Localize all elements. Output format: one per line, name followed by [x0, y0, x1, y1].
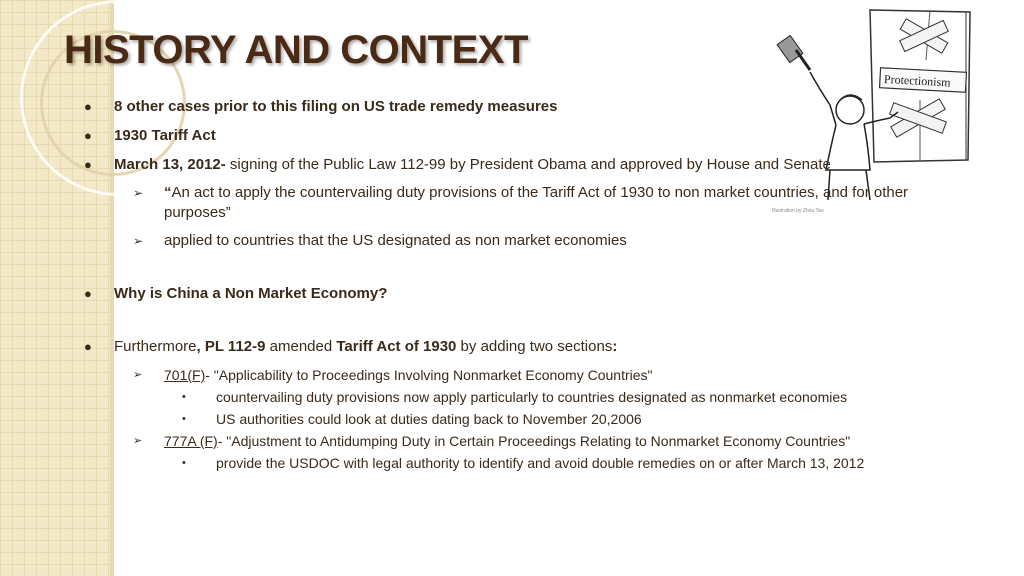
bullet-text-part: Furthermore — [114, 338, 197, 355]
bullet-icon: ● — [84, 286, 92, 301]
small-bullet-icon: • — [182, 413, 186, 425]
cartoon-sign-text: Protectionism — [883, 71, 951, 90]
bullet-icon: ● — [84, 157, 92, 172]
list-item — [78, 125, 978, 147]
sub-bullet-text: An act to apply the countervailing duty provisions of the Tariff Act of 1930 to non market countries, and for other purposes” — [164, 184, 909, 221]
cartoon-credit: Illustration by Zhou Tao — [772, 208, 824, 214]
detail-text: provide the USDOC with legal authority to identify and avoid double remedies on or after March 13, 2012 — [216, 455, 865, 471]
arrow-bullet-icon: ➢ — [133, 435, 143, 447]
quote-mark: “ — [164, 184, 172, 201]
slide-content — [78, 96, 978, 475]
list-item — [78, 283, 978, 305]
sub-sub-list-item — [78, 453, 978, 473]
list-item — [78, 154, 978, 176]
list-item — [78, 96, 978, 118]
bullet-text-part: by adding two sections — [456, 338, 613, 355]
slide-title: HISTORY AND CONTEXT — [64, 28, 528, 72]
sub-sub-list-item — [78, 387, 978, 407]
law-name: , PL 112-9 — [196, 338, 266, 355]
colon: : — [612, 338, 618, 355]
list-item — [78, 336, 978, 358]
arrow-bullet-icon: ➢ — [133, 186, 144, 200]
bullet-text: 8 other cases prior to this filing on US trade remedy measures — [114, 98, 558, 115]
section-title: - "Applicability to Proceedings Involving Nonmarket Economy Countries" — [205, 367, 653, 383]
bullet-text: 1930 Tariff Act — [114, 127, 216, 144]
bullet-icon: ● — [84, 128, 92, 143]
small-bullet-icon: • — [182, 457, 186, 469]
detail-text: US authorities could look at duties dating back to November 20,2006 — [216, 411, 642, 427]
sub-list-item — [78, 231, 978, 251]
bullet-text: Why is China a Non Market Economy? — [114, 285, 388, 302]
arrow-bullet-icon: ➢ — [133, 234, 144, 248]
act-name: Tariff Act of 1930 — [336, 338, 457, 355]
section-code-link[interactable]: 777A (F) — [164, 433, 218, 449]
section-code-link[interactable]: 701(F) — [164, 367, 206, 383]
sub-bullet-text: applied to countries that the US designated as non market economies — [164, 232, 627, 249]
sub-sub-list-item — [78, 409, 978, 429]
bullet-icon: ● — [84, 339, 92, 354]
sub-list-item — [78, 365, 978, 385]
sub-list-item — [78, 431, 978, 451]
bullet-text-part: amended — [265, 338, 337, 355]
detail-text: countervailing duty provisions now apply particularly to countries designated as nonmarket economies — [216, 389, 848, 405]
bullet-icon: ● — [84, 99, 92, 114]
arrow-bullet-icon: ➢ — [133, 369, 143, 381]
small-bullet-icon: • — [182, 391, 186, 403]
bullet-text: signing of the Public Law 112-99 by President Obama and approved by House and Senate — [225, 156, 831, 173]
section-title: - "Adjustment to Antidumping Duty in Certain Proceedings Relating to Nonmarket Economy Countries" — [217, 433, 851, 449]
sub-list-item — [78, 183, 978, 223]
bullet-date: March 13, 2012- — [114, 156, 226, 173]
